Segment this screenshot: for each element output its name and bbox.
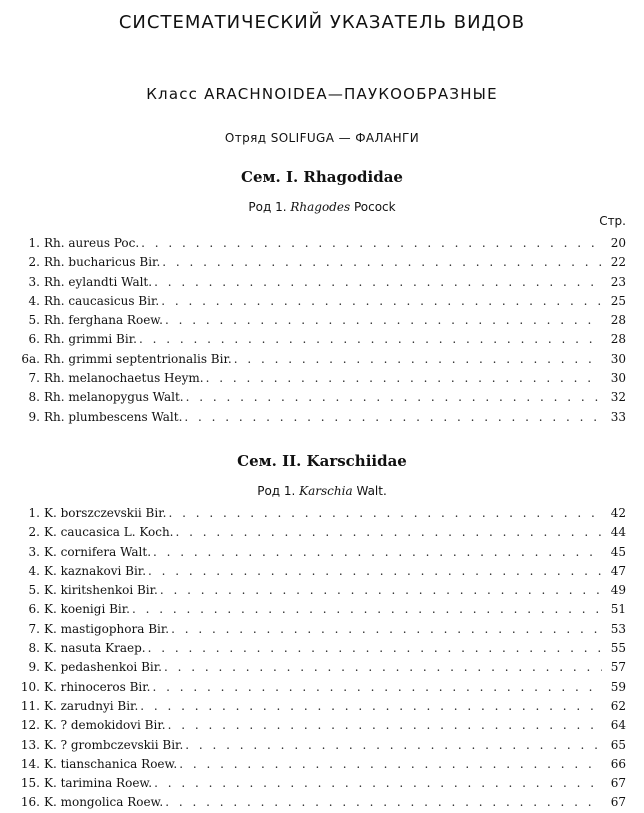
page-number: 65: [610, 737, 626, 752]
species-entry: [14, 755, 626, 774]
page-number: 47: [610, 563, 626, 578]
species-name: K. tarimina Roew.: [44, 776, 153, 791]
dot-leader: [154, 774, 602, 793]
species-name: K. pedashenkoi Bir.: [44, 660, 162, 675]
species-name: Rh. grimmi septentrionalis Bir.: [44, 351, 232, 366]
entry-number: 8.: [28, 390, 40, 405]
dot-leader: [160, 581, 602, 600]
species-name: K. koenigi Bir.: [44, 602, 130, 617]
entry-number: 1.: [28, 506, 40, 520]
species-name: K. caucasica L. Koch.: [44, 525, 174, 540]
species-name: Rh. ferghana Roew.: [44, 313, 163, 328]
species-entry: [14, 581, 626, 600]
entry-number: 15.: [20, 776, 40, 791]
species-name: K. nasuta Kraep.: [44, 641, 146, 656]
entry-number: 9.: [28, 409, 40, 424]
species-name: Rh. grimmi Bir.: [44, 332, 137, 347]
page-number: 28: [610, 313, 626, 328]
dot-leader: [186, 388, 602, 407]
dot-leader: [168, 716, 602, 735]
dot-leader: [171, 620, 602, 639]
page-number: 22: [610, 255, 626, 270]
species-entry: [14, 697, 626, 716]
genus-prefix: Род 1.: [257, 484, 296, 498]
page-number: 42: [610, 506, 626, 520]
dot-leader: [139, 330, 602, 349]
species-entry: [14, 562, 626, 581]
genus-author: Pocock: [353, 200, 396, 214]
species-name: K. zarudnyi Bir.: [44, 698, 139, 713]
species-entry: [14, 273, 626, 292]
page-number: 23: [610, 274, 626, 289]
species-name: Rh. eylandti Walt.: [44, 274, 153, 289]
species-entry: [14, 793, 626, 812]
species-entry: [14, 311, 626, 330]
dot-leader: [164, 658, 602, 677]
species-name: Rh. aureus Poc.: [44, 236, 140, 250]
entry-number: 1.: [28, 236, 40, 250]
page-number: 66: [610, 756, 626, 771]
species-name: K. kaznakovi Bir.: [44, 563, 147, 578]
page-number: 51: [610, 602, 626, 617]
species-entry: [14, 774, 626, 793]
species-entry: [14, 543, 626, 562]
dot-leader: [165, 311, 602, 330]
genus-heading-karschia: [0, 484, 644, 498]
entry-number: 7.: [28, 621, 40, 636]
entry-number: 4.: [28, 563, 40, 578]
dot-leader: [168, 504, 602, 523]
dot-leader: [161, 292, 602, 311]
dot-leader: [179, 755, 602, 774]
dot-leader: [148, 639, 602, 658]
species-entry: [14, 369, 626, 388]
genus-prefix: Род 1.: [248, 200, 287, 214]
page-number: 33: [610, 409, 626, 424]
genus-heading-rhagodes: [0, 200, 644, 214]
page-number: 30: [610, 371, 626, 386]
entry-number: 9.: [28, 660, 40, 675]
species-entry: [14, 678, 626, 697]
species-name: K. ? grombczevskii Bir.: [44, 737, 184, 752]
page-number: 25: [610, 293, 626, 308]
dot-leader: [140, 697, 602, 716]
entry-number: 3.: [28, 544, 40, 559]
page-number: 57: [610, 660, 626, 675]
page-number: 67: [610, 776, 626, 791]
species-entry: [14, 253, 626, 272]
species-entry: [14, 408, 626, 427]
page-number: 28: [610, 332, 626, 347]
species-entry: [14, 600, 626, 619]
species-entry: [14, 292, 626, 311]
entry-number: 2.: [28, 525, 40, 540]
entry-number: 2.: [28, 255, 40, 270]
species-name: Rh. plumbescens Walt.: [44, 409, 183, 424]
dot-leader: [153, 543, 602, 562]
species-entry: [14, 388, 626, 407]
entry-number: 7.: [28, 371, 40, 386]
page-number: 44: [610, 525, 626, 540]
species-name: Rh. bucharicus Bir.: [44, 255, 161, 270]
page-number: 32: [610, 390, 626, 405]
species-entry: [14, 716, 626, 735]
species-entry: [14, 330, 626, 349]
dot-leader: [185, 736, 602, 755]
entry-number: 4.: [28, 293, 40, 308]
entry-number: 5.: [28, 313, 40, 328]
species-name: K. kiritshenkoi Bir.: [44, 583, 158, 598]
family-heading-rhagodidae: Сем. I. Rhagodidae: [241, 168, 403, 186]
entry-number: 5.: [28, 583, 40, 598]
genus-author: Walt.: [356, 484, 387, 498]
entry-number: 6a.: [21, 351, 40, 366]
page-title: СИСТЕМАТИЧЕСКИЙ УКАЗАТЕЛЬ ВИДОВ: [118, 12, 526, 33]
species-entry: [14, 504, 626, 523]
order-heading: Отряд SOLIFUGA — ФАЛАНГИ: [224, 131, 420, 145]
page-number: 55: [610, 641, 626, 656]
entry-number: 11.: [20, 698, 40, 713]
page-number: 64: [610, 718, 626, 733]
entry-number: 3.: [28, 274, 40, 289]
dot-leader: [162, 253, 602, 272]
species-name: Rh. melanochaetus Heym.: [44, 371, 204, 386]
species-entry: [14, 234, 626, 253]
dot-leader: [206, 369, 602, 388]
species-entry: [14, 658, 626, 677]
page-number: 30: [610, 351, 626, 366]
species-list-rhagodidae: [14, 234, 626, 427]
page-number: 67: [610, 795, 626, 810]
page-column-label: Стр.: [599, 214, 626, 228]
species-entry: [14, 736, 626, 755]
species-name: K. tianschanica Roew.: [44, 756, 178, 771]
species-name: K. mongolica Roew.: [44, 795, 164, 810]
genus-name: Rhagodes: [290, 200, 351, 214]
dot-leader: [176, 523, 603, 542]
genus-name: Karschia: [299, 484, 353, 498]
dot-leader: [154, 273, 602, 292]
dot-leader: [153, 678, 603, 697]
dot-leader: [165, 793, 602, 812]
species-name: K. mastigophora Bir.: [44, 621, 170, 636]
species-entry: [14, 350, 626, 369]
entry-number: 14.: [20, 756, 40, 771]
class-heading: Класс ARACHNOIDEA—ПАУКООБРАЗНЫЕ: [146, 85, 498, 103]
entry-number: 6.: [28, 332, 40, 347]
family-heading-karschiidae: Сем. II. Karschiidae: [237, 452, 407, 470]
page-number: 20: [610, 236, 626, 250]
page-number: 45: [610, 544, 626, 559]
species-name: K. borszczevskii Bir.: [44, 506, 167, 520]
dot-leader: [234, 350, 602, 369]
dot-leader: [141, 234, 602, 253]
entry-number: 10.: [20, 679, 40, 694]
entry-number: 13.: [20, 737, 40, 752]
dot-leader: [132, 600, 602, 619]
entry-number: 8.: [28, 641, 40, 656]
dot-leader: [184, 408, 602, 427]
species-entry: [14, 620, 626, 639]
species-name: K. cornifera Walt.: [44, 544, 152, 559]
entry-number: 12.: [20, 718, 40, 733]
dot-leader: [148, 562, 602, 581]
species-name: K. rhinoceros Bir.: [44, 679, 151, 694]
species-list-karschiidae: [14, 504, 626, 813]
page-number: 53: [610, 621, 626, 636]
page-number: 62: [610, 698, 626, 713]
species-name: K. ? demokidovi Bir.: [44, 718, 166, 733]
species-name: Rh. caucasicus Bir.: [44, 293, 160, 308]
species-entry: [14, 639, 626, 658]
page-number: 49: [610, 583, 626, 598]
species-entry: [14, 523, 626, 542]
page-number: 59: [610, 679, 626, 694]
entry-number: 16.: [20, 795, 40, 810]
entry-number: 6.: [28, 602, 40, 617]
species-name: Rh. melanopygus Walt.: [44, 390, 184, 405]
